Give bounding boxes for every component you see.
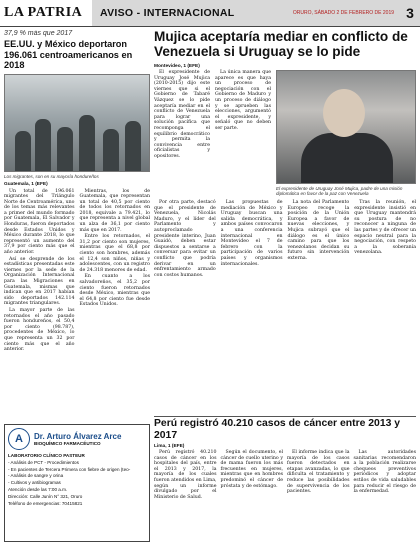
- ad-doctor-name: Dr. Arturo Álvarez Arce: [34, 432, 122, 441]
- mujica-photo: [276, 70, 416, 184]
- migrants-photo: [4, 74, 150, 172]
- issue-date: ORURO, SÁBADO 2 DE FEBRERO DE 2019: [287, 0, 400, 26]
- paragraph: Tras la reunión, el expresidente insistió en que Uruguay mantendrá su postura de no reconocer a ninguna de las partes y de ofrecer un espacio neutral para la negociación, con respeto a la soberanía venezolana.: [354, 200, 416, 256]
- story-divider: [154, 416, 416, 417]
- main-story-column: [221, 200, 283, 279]
- second-story: [154, 418, 416, 544]
- paragraph: En cuanto a los salvadoreños, el 35,2 por ciento fueron retornados desde México, mientras que el 64,8 por ciento fue desde Estados Unidos.: [79, 274, 150, 308]
- main-story: [154, 30, 416, 416]
- paragraph: La única manera que aparece es que haya un proceso de negociación con el Gobierno de Maduro y un proceso de diálogo y se aprueben las elecciones, argumentó el expresidente, y señaló que no deben ser parte.: [215, 70, 271, 131]
- ad-line: - En pacientes de Tercera Primera con fiebre de origen (teo-: [8, 466, 131, 472]
- main-story-column: [288, 200, 350, 279]
- paragraph: Así se desprende de los estadísticas presentadas este viernes por la sede de la Organización Internacional para las Migraciones en Guatemala, mismas que indican que en 2017 habían sido deportados 142.114 migrantes triangulares.: [4, 256, 75, 307]
- left-story-body: [4, 189, 150, 354]
- left-story: [4, 30, 150, 416]
- paragraph: Mientras, los de Guatemala, que representan un total de 40,5 por ciento de todos los retornados en 2018, equivale a 79.421, lo que representa a nivel global un alza de 36,1 por ciento más que en 2017.: [79, 188, 150, 233]
- second-story-body: [154, 450, 416, 501]
- main-story-dateline: Montevideo, 1 (EFE): [154, 64, 200, 69]
- left-photo-caption: Los migrantes, son en su mayoría hondureños: [4, 173, 99, 179]
- paragraph: Perú registró 40.210 casos de cáncer en los hospitales del país, entre el 2013 y 2017, la mayoría de los cuales fueron atendidos en Lima, según un informe divulgado por el Ministerio de Salud.: [154, 450, 217, 500]
- section-title: AVISO - INTERNACIONAL: [92, 0, 287, 26]
- paragraph: Por otra parte, destacó que el presidente de Venezuela, Nicolás Maduro, y el líder del Parlamento y autoproclamado presidente interino, Juan Guaidó, deben estar dispuestos a sentarse a conversar para evitar un conflicto que podría derivar en un enfrentamiento armado con costos humanos.: [154, 200, 216, 278]
- paragraph: La mayor parte de las retornados el año pasado fueron hondureños, el 50,4 por ciento (98.787), procedentes de México, lo que representa un 32 por ciento más que el año anterior.: [4, 307, 75, 353]
- ad-line: Atención desde las 7:00 a.m.: [8, 486, 68, 492]
- ad-line: - Análisis de PCT - Procedimientos: [8, 459, 79, 465]
- paragraph: Entre los retornados, el 31,2 por ciento son mujeres, mientras que el 68,8 por ciento son hombres, además el 12,4 son niños, niñas y adolescentes, con un registro de 24.318 menores de edad.: [79, 234, 150, 273]
- paragraph: La nota del Parlamento Europeo recoge la posición de la Unión Europea a favor de nuevas elecciones, y Mujica subrayó que el diálogo es el único camino para que los venezolanos decidan su futuro sin intervención externa.: [287, 200, 350, 261]
- main-story-column: [354, 200, 416, 279]
- second-story-headline: Perú registró 40.210 casos de cáncer entre 2013 y 2017: [154, 418, 401, 441]
- ad-line: Teléfono de emergencias: 70415821: [8, 500, 83, 506]
- main-story-headline: Mujica aceptaría mediar en conflicto de Venezuela si Uruguay se lo pide: [154, 30, 408, 59]
- left-story-dateline: Guatemala, 1 (EFE): [4, 181, 48, 187]
- ad-header: [8, 428, 146, 450]
- main-story-column: [154, 200, 216, 279]
- mujica-photo-block: [276, 70, 416, 196]
- second-story-dateline: Lima, 1 (EFE): [154, 444, 185, 449]
- left-story-column: [4, 189, 75, 354]
- main-story-column: [215, 70, 271, 196]
- ad-line: Dirección: Calle Junín N° 321, Oruro: [8, 493, 83, 499]
- second-story-column: [287, 450, 350, 501]
- ad-line: - Análisis de sangre y orina: [8, 473, 64, 479]
- left-story-headline: EE.UU. y México deportaron 196.061 centroamericanos en 2018: [4, 39, 133, 70]
- paragraph: Las autoridades sanitarias recomendaron a la población realizarse chequeos preventivos periódicos y adoptar estilos de vida saludables para reducir el riesgo de la enfermedad.: [353, 450, 416, 495]
- main-photo-caption: El expresidente de Uruguay José Mujica, padre de una misión diplomática en favor de la paz con Venezuela: [276, 186, 403, 196]
- ad-subtitle: BIOQUÍMICO FARMACÉUTICO: [34, 441, 101, 446]
- second-story-column: [154, 450, 217, 501]
- second-story-column: [221, 450, 284, 501]
- doctor-advertisement: [4, 424, 150, 542]
- header-rule: [0, 26, 420, 27]
- ad-line: - Cultivos y antibiogramas: [8, 480, 61, 486]
- main-story-column: [154, 70, 210, 196]
- paragraph: Un total de 196.061 migrantes del Triángulo Norte de Centroamérica, uno de los temas más relevantes a primer del mundo formado por Guatemala, El Salvador y Honduras, fueron deportados desde Estados Unidos y México durante 2018, lo que representó un aumento del 37,9 por ciento más que el año anterior.: [4, 188, 75, 256]
- second-story-column: [354, 450, 417, 501]
- paragraph: Según el documento, el cáncer de cuello uterino y de mama fueron los más frecuentes en mujeres, mientras que en hombres predominó el cáncer de próstata y de estómago.: [220, 450, 283, 489]
- main-story-bottom: [154, 200, 416, 279]
- paragraph: El informe indica que la mayoría de los casos fueron detectados en etapas avanzadas, lo que dificulta el tratamiento y reduce las posibilidades de supervivencia de los pacientes.: [287, 450, 350, 495]
- left-story-column: [80, 189, 151, 354]
- main-story-top: [154, 70, 416, 196]
- paragraph: Las propuestas de mediación de México y Uruguay buscan una salida democrática, y ambos países convocaron a una conferencia internacional en Montevideo el 7 de febrero con la participación de varios países y organismos internacionales.: [220, 200, 283, 267]
- left-story-tagline: 37,9 % más que 2017: [4, 30, 73, 37]
- newspaper-logo: LA PATRIA: [4, 5, 83, 20]
- ad-line: LABORATORIO CLÍNICO PASTEUR: [8, 453, 85, 458]
- page-number: 3: [400, 0, 420, 26]
- lab-logo: A: [8, 428, 30, 450]
- paragraph: El expresidente de Uruguay José Mujica (2010-2015) dijo este viernes que si el Gobierno de Tabaré Vázquez se lo pide aceptaría mediar en el conflicto de Venezuela para lograr una solución pacífica que recomponga el equilibrio democrático y permita la convivencia entre oficialistas y opositores.: [154, 70, 210, 159]
- page-header: [0, 0, 420, 26]
